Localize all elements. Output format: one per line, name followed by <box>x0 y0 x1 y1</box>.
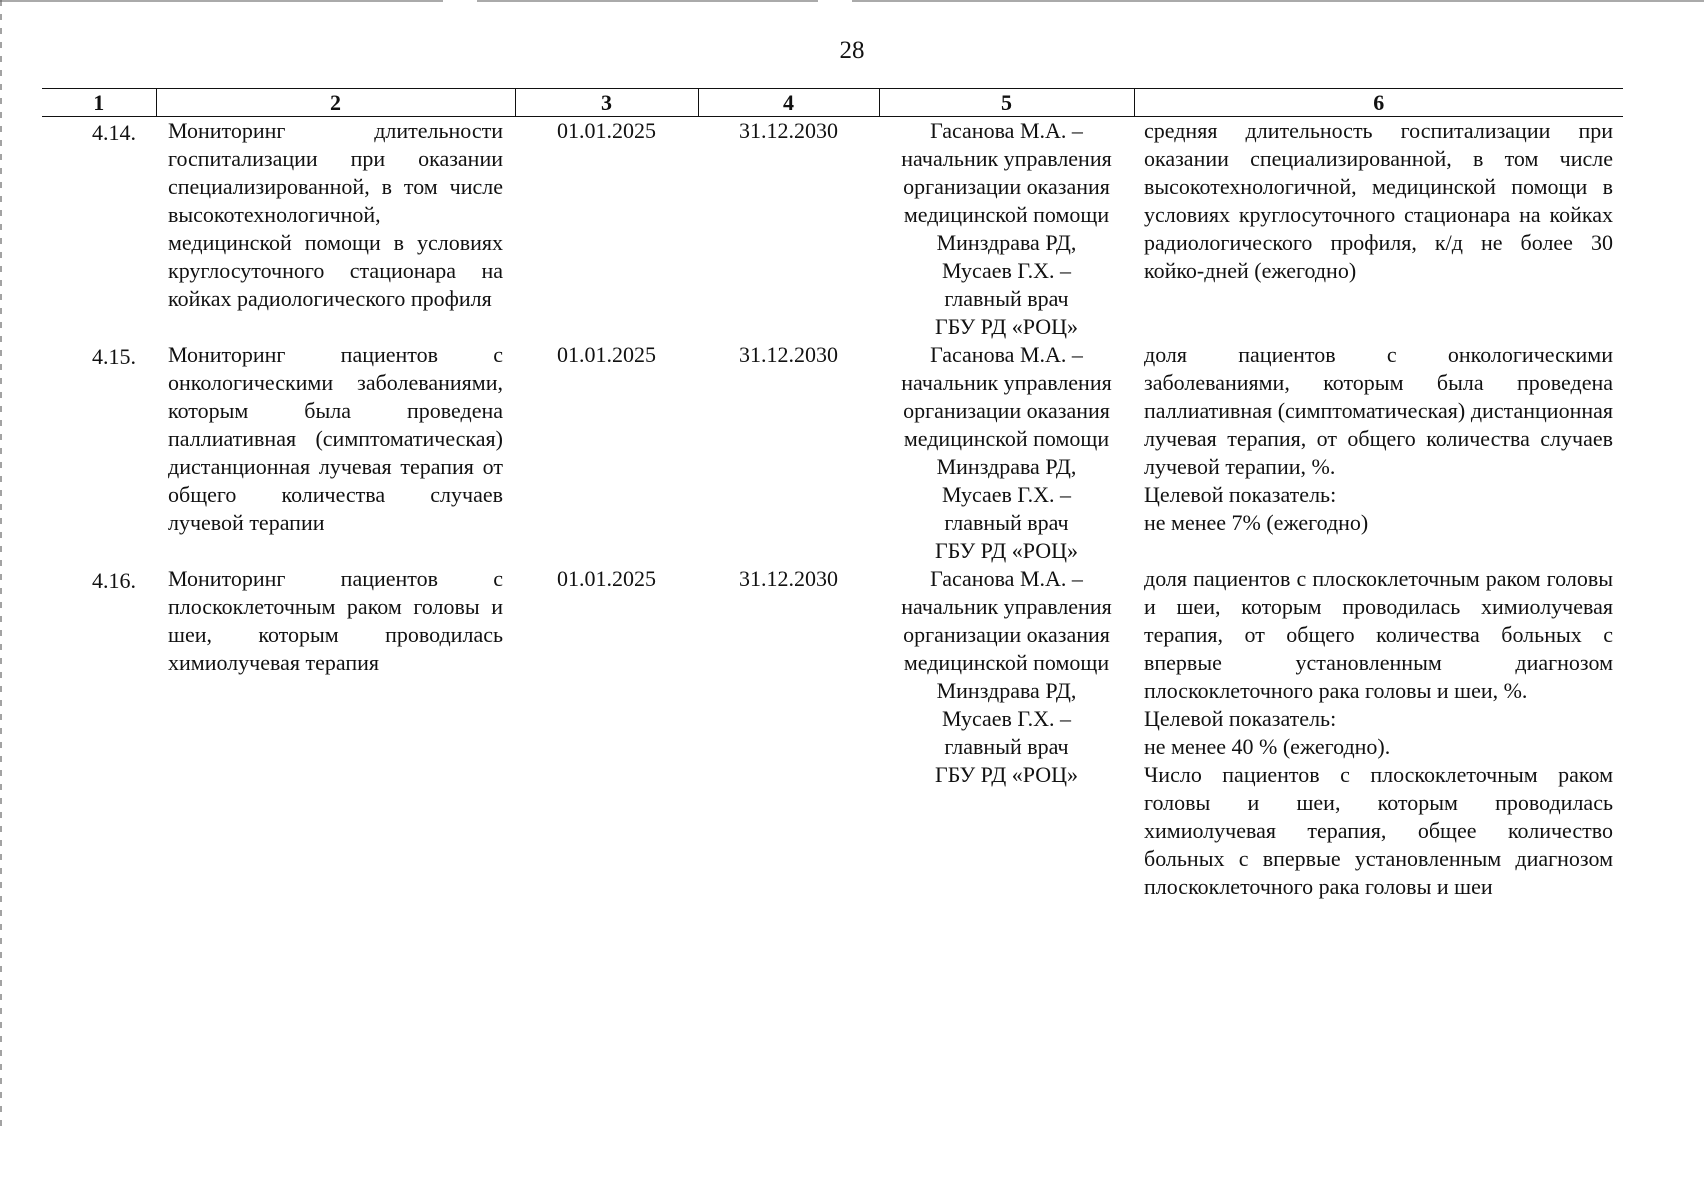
target-value: не менее 40 % (ежегодно). <box>1144 734 1391 759</box>
measure-name: Мониторинг пациентов с онкологическими заболеваниями, которым была проведена паллиативная (симптоматическая) дистанционная лучевая терапия от общего количества случаев лучевой терапии <box>168 342 503 535</box>
responsible-line: Гасанова М.А. – начальник управления организации оказания медицинской помощи <box>901 342 1112 451</box>
end-date: 31.12.2030 <box>739 118 838 143</box>
responsible-cell <box>879 341 1134 565</box>
column-header: 6 <box>1134 89 1623 117</box>
responsible-line: Гасанова М.А. – начальник управления организации оказания медицинской помощи <box>901 118 1112 227</box>
indicator-text: доля пациентов с онкологическими заболеваниями, которым была проведена паллиативная (симптоматическая) дистанционная лучевая терапия, от общего количества случаев лучевой терапии, %. <box>1144 342 1613 479</box>
scan-artifact-left <box>0 0 2 1130</box>
end-date: 31.12.2030 <box>739 342 838 367</box>
scan-artifact-top <box>0 0 1704 2</box>
indicator-cell <box>1134 117 1623 342</box>
table-row <box>42 565 1623 901</box>
start-date: 01.01.2025 <box>557 118 656 143</box>
end-date: 31.12.2030 <box>739 566 838 591</box>
responsible-line: ГБУ РД «РОЦ» <box>934 762 1079 787</box>
responsible-line: главный врач <box>944 510 1069 535</box>
responsible-line: ГБУ РД «РОЦ» <box>934 314 1079 339</box>
page-number: 28 <box>839 37 865 64</box>
start-date: 01.01.2025 <box>557 342 656 367</box>
responsible-cell <box>879 565 1134 901</box>
start-date: 01.01.2025 <box>557 566 656 591</box>
table-header-row <box>42 89 1623 117</box>
responsible-line: Мусаев Г.Х. – <box>941 482 1072 507</box>
measure-name: Мониторинг пациентов с плоскоклеточным раком головы и шеи, которым проводилась химиолучевая терапия <box>168 566 503 675</box>
table-row <box>42 341 1623 565</box>
responsible-line: ГБУ РД «РОЦ» <box>934 538 1079 563</box>
responsible-line: Минздрава РД, <box>936 678 1077 703</box>
responsible-line: главный врач <box>944 734 1069 759</box>
item-number-cell <box>42 341 156 565</box>
column-header: 3 <box>515 89 698 117</box>
indicator-text: доля пациентов с плоскоклеточным раком головы и шеи, которым проводилась химиолучевая терапия, от общего количества больных с впервые установленным диагнозом плоскоклеточного рака головы и шеи, %. <box>1144 566 1613 703</box>
responsible-line: Мусаев Г.Х. – <box>941 706 1072 731</box>
indicator-cell <box>1134 341 1623 565</box>
item-number-cell <box>42 117 156 342</box>
responsible-line: Гасанова М.А. – начальник управления организации оказания медицинской помощи <box>901 566 1112 675</box>
column-header: 1 <box>42 89 156 117</box>
responsible-line: Мусаев Г.Х. – <box>941 258 1072 283</box>
item-number: 4.14. <box>92 120 136 145</box>
column-header: 2 <box>156 89 515 117</box>
indicator-cell <box>1134 565 1623 901</box>
indicator-text: средняя длительность госпитализации при оказании специализированной, в том числе высокотехнологичной, медицинской помощи в условиях круглосуточного стационара на койках радиологического профиля, к/д не более 30 койко-дней (ежегодно) <box>1144 118 1613 283</box>
item-number: 4.15. <box>92 344 136 369</box>
measures-table <box>42 88 1623 901</box>
table-row <box>42 117 1623 342</box>
indicator-text: Число пациентов с плоскоклеточным раком головы и шеи, которым проводилась химиолучевая терапия, общее количество больных с впервые установленным диагнозом плоскоклеточного рака головы и шеи <box>1144 762 1613 899</box>
responsible-cell <box>879 117 1134 342</box>
responsible-line: Минздрава РД, <box>936 454 1077 479</box>
column-header: 4 <box>698 89 879 117</box>
measure-name: Мониторинг длительности госпитализации при оказании специализированной, в том числе высокотехнологичной, медицинской помощи в условиях круглосуточного стационара на койках радиологического профиля <box>168 118 503 311</box>
item-number-cell <box>42 565 156 901</box>
item-number: 4.16. <box>92 568 136 593</box>
target-label: Целевой показатель: <box>1144 482 1337 507</box>
responsible-line: главный врач <box>944 286 1069 311</box>
responsible-line: Минздрава РД, <box>936 230 1077 255</box>
column-header: 5 <box>879 89 1134 117</box>
target-label: Целевой показатель: <box>1144 706 1337 731</box>
target-value: не менее 7% (ежегодно) <box>1144 510 1369 535</box>
